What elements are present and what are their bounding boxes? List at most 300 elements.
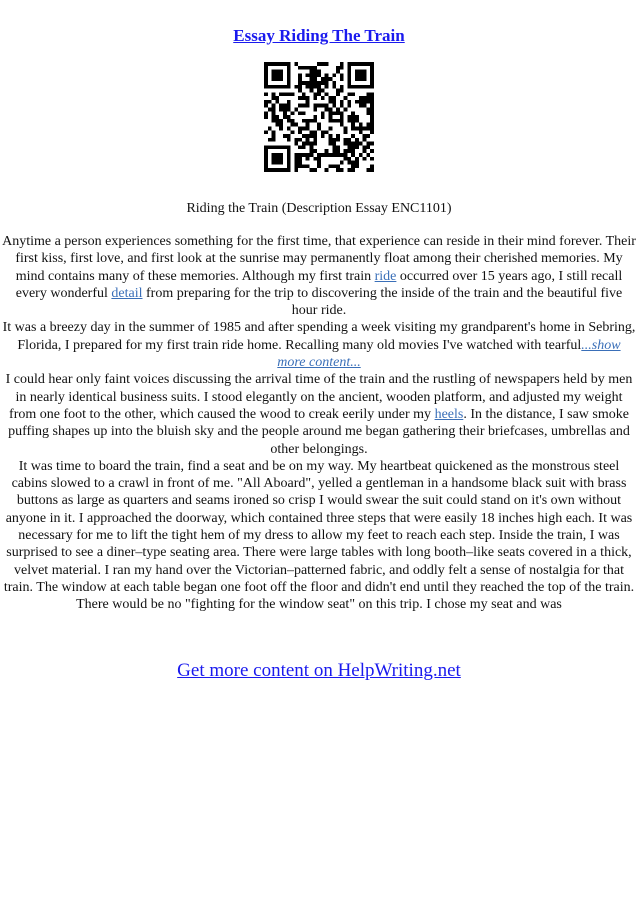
qr-module — [268, 108, 272, 112]
qr-module — [344, 153, 348, 157]
qr-module — [294, 168, 298, 172]
qr-module — [366, 126, 370, 130]
qr-module — [370, 130, 374, 134]
qr-module — [366, 92, 370, 96]
qr-module — [340, 100, 344, 104]
qr-module — [366, 145, 370, 149]
qr-module — [298, 77, 302, 81]
qr-module — [298, 111, 302, 115]
qr-module — [328, 115, 332, 119]
qr-module — [336, 145, 340, 149]
qr-module — [313, 142, 317, 146]
qr-module — [298, 145, 302, 149]
qr-module — [279, 104, 283, 108]
qr-module — [363, 126, 367, 130]
show-more-link[interactable]: ...show more content... — [277, 337, 621, 371]
qr-module — [340, 115, 344, 119]
qr-module — [310, 73, 314, 77]
qr-module — [302, 145, 306, 149]
qr-module — [355, 126, 359, 130]
qr-module — [317, 104, 321, 108]
qr-module — [351, 145, 355, 149]
qr-module — [359, 142, 363, 146]
qr-module — [332, 119, 336, 123]
qr-module — [317, 81, 321, 85]
qr-module — [366, 108, 370, 112]
heels-link[interactable]: heels — [434, 406, 464, 422]
qr-module — [340, 77, 344, 81]
qr-module — [355, 164, 359, 168]
qr-module — [359, 153, 363, 157]
qr-module — [325, 92, 329, 96]
qr-module — [317, 85, 321, 89]
qr-module — [321, 153, 325, 157]
qr-module — [310, 130, 314, 134]
paragraph-3-text-b: . In the distance, I saw smoke puffing shapes up into the bluish sky and the people around me began gathering their briefcases, umbrellas and other belongings. — [8, 406, 630, 457]
qr-module — [306, 73, 310, 77]
paragraph-3 — [2, 371, 636, 457]
qr-module — [313, 70, 317, 74]
qr-module — [272, 108, 276, 112]
qr-module — [302, 164, 306, 168]
qr-module — [351, 126, 355, 130]
qr-module — [272, 138, 276, 142]
qr-module — [287, 108, 291, 112]
qr-module — [363, 145, 367, 149]
qr-module — [344, 130, 348, 134]
qr-module — [340, 89, 344, 93]
qr-module — [355, 119, 359, 123]
qr-module — [321, 134, 325, 138]
qr-module — [340, 73, 344, 77]
qr-module — [298, 85, 302, 89]
qr-module — [336, 119, 340, 123]
qr-module — [317, 62, 321, 66]
paragraph-4: It was time to board the train, find a seat and be on my way. My heartbeat quickened as the monstrous steel cabins slowed to a crawl in front of me. "All Aboard", yelled a gentleman in a handsome black suit with brass buttons as large as quarters and seams ironed so crisp I would swear the suit could stand on it's own without anyone in it. I approached the doorway, which contained three steps that were easily 18 inches high each. It was necessary for me to lift the tight hem of my dress to allow my feet to reach each step. Inside the train, I was surprised to see a diner–type seating area. There were large tables with long booth–like seats covered in a thick, velvet material. I ran my hand over the Victorian–patterned fabric, and oddly felt a sense of nostalgia for that train. The window at each table began one foot off the floor and didn't end until they reached the top of the train. There would be no "fighting for the window seat" on this trip. I chose my seat and was — [3, 458, 635, 613]
qr-module — [294, 108, 298, 112]
qr-module — [264, 104, 268, 108]
essay-body — [2, 233, 636, 614]
qr-module — [306, 104, 310, 108]
qr-module — [370, 126, 374, 130]
qr-module — [328, 138, 332, 142]
qr-module — [264, 92, 268, 96]
qr-module — [321, 111, 325, 115]
qr-module — [370, 111, 374, 115]
qr-module — [302, 96, 306, 100]
qr-module — [366, 100, 370, 104]
qr-module — [366, 153, 370, 157]
qr-module — [325, 73, 329, 77]
qr-module — [272, 130, 276, 134]
qr-module — [328, 111, 332, 115]
qr-module — [336, 134, 340, 138]
qr-module — [313, 73, 317, 77]
qr-module — [272, 115, 276, 119]
qr-module — [306, 100, 310, 104]
qr-module — [283, 108, 287, 112]
qr-module — [351, 142, 355, 146]
qr-module — [294, 142, 298, 146]
qr-module — [294, 157, 298, 161]
qr-module — [291, 130, 295, 134]
qr-module — [336, 138, 340, 142]
qr-module — [317, 89, 321, 93]
paragraph-1-text-a: Anytime a person experiences something for the first time, that experience can reside in their mind forever. Their first kiss, first love, and first look at the sunrise may permanently float among their cherished memories. My mind contains many of these memories. Although my first train — [2, 234, 636, 284]
qr-module — [321, 62, 325, 66]
paragraph-1-text-c: from preparing for the trip to discovering the inside of the train and the beautiful five hour ride. — [146, 285, 623, 319]
qr-module — [313, 66, 317, 70]
qr-module — [359, 96, 363, 100]
qr-module — [355, 161, 359, 165]
qr-module — [279, 92, 283, 96]
qr-module — [332, 149, 336, 153]
qr-module — [332, 96, 336, 100]
qr-module — [268, 100, 272, 104]
qr-module — [298, 66, 302, 70]
qr-module — [359, 100, 363, 104]
qr-module — [310, 85, 314, 89]
qr-module — [325, 81, 329, 85]
qr-module — [313, 138, 317, 142]
qr-module — [291, 111, 295, 115]
qr-module — [351, 168, 355, 172]
qr-module — [328, 96, 332, 100]
qr-module — [287, 134, 291, 138]
qr-module — [298, 157, 302, 161]
qr-module — [291, 123, 295, 127]
qr-module — [313, 115, 317, 119]
qr-module — [291, 119, 295, 123]
qr-module — [351, 111, 355, 115]
qr-module — [336, 168, 340, 172]
qr-module — [264, 111, 268, 115]
qr-module — [332, 145, 336, 149]
qr-module — [298, 104, 302, 108]
qr-module — [321, 77, 325, 81]
qr-module — [363, 138, 367, 142]
qr-module — [336, 111, 340, 115]
qr-module — [347, 104, 351, 108]
qr-module — [332, 142, 336, 146]
qr-module — [306, 126, 310, 130]
qr-module — [313, 85, 317, 89]
qr-module — [328, 142, 332, 146]
qr-module — [336, 70, 340, 74]
qr-module — [332, 104, 336, 108]
qr-module — [264, 130, 268, 134]
qr-module — [340, 123, 344, 127]
paragraph-1-text-b: occurred over 15 years ago, I still recall every wonderful — [15, 268, 623, 301]
qr-module — [325, 77, 329, 81]
qr-module — [291, 92, 295, 96]
qr-module — [332, 85, 336, 89]
qr-module — [340, 119, 344, 123]
qr-module — [328, 164, 332, 168]
qr-module — [272, 134, 276, 138]
qr-module — [294, 161, 298, 165]
qr-module — [279, 123, 283, 127]
qr-module — [328, 77, 332, 81]
qr-module — [325, 108, 329, 112]
qr-module — [351, 161, 355, 165]
qr-module — [294, 138, 298, 142]
qr-module — [306, 81, 310, 85]
qr-module — [321, 81, 325, 85]
qr-module — [363, 134, 367, 138]
qr-module — [283, 115, 287, 119]
qr-module — [332, 81, 336, 85]
qr-module — [294, 85, 298, 89]
qr-module — [272, 70, 283, 81]
qr-module — [344, 142, 348, 146]
qr-module — [336, 89, 340, 93]
qr-module — [317, 161, 321, 165]
qr-module — [287, 104, 291, 108]
qr-module — [272, 92, 276, 96]
qr-module — [344, 126, 348, 130]
qr-module — [306, 164, 310, 168]
qr-module — [321, 96, 325, 100]
qr-module — [347, 100, 351, 104]
qr-module — [321, 130, 325, 134]
qr-module — [272, 104, 276, 108]
qr-module — [279, 108, 283, 112]
qr-module — [298, 89, 302, 93]
qr-module — [370, 100, 374, 104]
qr-module — [264, 100, 268, 104]
qr-module — [302, 153, 306, 157]
document-title[interactable]: Essay Riding The Train — [233, 26, 405, 45]
qr-module — [328, 134, 332, 138]
qr-module — [298, 153, 302, 157]
qr-module — [306, 66, 310, 70]
qr-module — [306, 134, 310, 138]
qr-module — [298, 81, 302, 85]
qr-module — [310, 134, 314, 138]
qr-module — [302, 126, 306, 130]
qr-module — [340, 85, 344, 89]
qr-module — [313, 149, 317, 153]
qr-module — [306, 123, 310, 127]
qr-module — [310, 145, 314, 149]
qr-module — [336, 66, 340, 70]
qr-module — [336, 164, 340, 168]
paragraph-2 — [2, 319, 636, 371]
qr-module — [325, 153, 329, 157]
qr-module — [336, 153, 340, 157]
qr-module — [317, 126, 321, 130]
qr-module — [268, 138, 272, 142]
qr-module — [347, 168, 351, 172]
qr-module — [298, 130, 302, 134]
qr-module — [272, 153, 283, 164]
qr-module — [328, 108, 332, 112]
qr-module — [344, 108, 348, 112]
qr-module — [332, 138, 336, 142]
qr-module — [298, 138, 302, 142]
qr-module — [302, 66, 306, 70]
qr-module — [272, 111, 276, 115]
qr-module — [344, 96, 348, 100]
qr-module — [268, 126, 272, 130]
qr-module — [264, 115, 268, 119]
qr-module — [332, 111, 336, 115]
qr-module — [317, 92, 321, 96]
qr-module — [272, 96, 276, 100]
qr-module — [310, 89, 314, 93]
qr-module — [321, 104, 325, 108]
qr-module — [298, 126, 302, 130]
get-more-content-link[interactable]: Get more content on HelpWriting.net — [177, 660, 461, 681]
qr-module — [310, 66, 314, 70]
qr-module — [351, 164, 355, 168]
qr-module — [283, 92, 287, 96]
qr-module — [313, 77, 317, 81]
qr-module — [302, 104, 306, 108]
qr-module — [317, 73, 321, 77]
qr-module — [310, 77, 314, 81]
qr-module — [363, 104, 367, 108]
qr-module — [355, 70, 366, 81]
qr-module — [344, 149, 348, 153]
qr-module — [306, 96, 310, 100]
qr-module — [370, 123, 374, 127]
qr-module — [370, 168, 374, 172]
qr-module — [283, 134, 287, 138]
qr-module — [363, 157, 367, 161]
qr-module — [310, 153, 314, 157]
qr-module — [313, 92, 317, 96]
qr-module — [370, 149, 374, 153]
qr-module — [287, 138, 291, 142]
qr-module — [351, 115, 355, 119]
qr-module — [370, 96, 374, 100]
qr-module — [287, 100, 291, 104]
qr-module — [302, 142, 306, 146]
qr-code-icon — [264, 62, 374, 172]
qr-module — [313, 104, 317, 108]
qr-module — [298, 161, 302, 165]
qr-module — [347, 157, 351, 161]
qr-module — [317, 164, 321, 168]
qr-module — [272, 119, 276, 123]
qr-module — [355, 115, 359, 119]
qr-module — [355, 142, 359, 146]
qr-module — [325, 168, 329, 172]
qr-module — [275, 115, 279, 119]
qr-module — [340, 66, 344, 70]
qr-module — [355, 157, 359, 161]
qr-module — [351, 149, 355, 153]
qr-module — [306, 157, 310, 161]
qr-module — [332, 164, 336, 168]
qr-module — [298, 164, 302, 168]
qr-module — [340, 62, 344, 66]
qr-module — [366, 142, 370, 146]
qr-module — [355, 100, 359, 104]
qr-module — [302, 81, 306, 85]
qr-module — [298, 96, 302, 100]
qr-module — [359, 104, 363, 108]
qr-module — [306, 142, 310, 146]
qr-module — [332, 73, 336, 77]
qr-module — [325, 149, 329, 153]
qr-module — [347, 119, 351, 123]
qr-module — [347, 142, 351, 146]
qr-module — [313, 81, 317, 85]
qr-module — [347, 138, 351, 142]
qr-module — [370, 164, 374, 168]
qr-module — [287, 115, 291, 119]
qr-module — [310, 81, 314, 85]
qr-module — [294, 123, 298, 127]
paragraph-3-text-a: I could hear only faint voices discussing the arrival time of the train and the rustling of newspapers held by men in nearly identical business suits. I stood elegantly on the ancient, wooden platform, and adjusted my weight from one foot to the other, which caused the wood to creak eerily under my — [5, 372, 633, 422]
qr-module — [287, 119, 291, 123]
qr-module — [313, 157, 317, 161]
ride-link[interactable]: ride — [374, 268, 397, 284]
qr-module — [306, 153, 310, 157]
qr-module — [283, 111, 287, 115]
qr-module — [370, 119, 374, 123]
paragraph-2-text: It was a breezy day in the summer of 1985 and after spending a week visiting my grandparent's home in Sebring, Florida, I prepared for my first train ride home. Recalling many old movies I've watched with tearful — [2, 320, 636, 353]
qr-module — [313, 130, 317, 134]
qr-module — [336, 92, 340, 96]
qr-module — [317, 153, 321, 157]
qr-module — [366, 96, 370, 100]
detail-link[interactable]: detail — [111, 285, 143, 301]
qr-module — [275, 100, 279, 104]
qr-module — [370, 108, 374, 112]
qr-module — [306, 138, 310, 142]
qr-module — [336, 108, 340, 112]
qr-module — [313, 168, 317, 172]
qr-module — [340, 161, 344, 165]
paragraph-1 — [2, 233, 636, 319]
qr-module — [332, 153, 336, 157]
qr-module — [366, 168, 370, 172]
qr-module — [317, 70, 321, 74]
qr-module — [366, 111, 370, 115]
qr-module — [359, 130, 363, 134]
qr-module — [351, 92, 355, 96]
qr-module — [336, 149, 340, 153]
qr-module — [302, 111, 306, 115]
qr-module — [328, 126, 332, 130]
qr-module — [347, 92, 351, 96]
qr-module — [363, 96, 367, 100]
qr-module — [310, 70, 314, 74]
qr-module — [370, 157, 374, 161]
qr-module — [302, 134, 306, 138]
qr-module — [363, 149, 367, 153]
qr-module — [332, 100, 336, 104]
qr-module — [325, 85, 329, 89]
qr-module — [294, 153, 298, 157]
qr-module — [359, 126, 363, 130]
qr-module — [344, 157, 348, 161]
qr-module — [347, 161, 351, 165]
qr-module — [313, 108, 317, 112]
qr-module — [279, 126, 283, 130]
qr-module — [347, 145, 351, 149]
qr-module — [302, 92, 306, 96]
qr-module — [347, 149, 351, 153]
qr-module — [340, 168, 344, 172]
qr-module — [310, 142, 314, 146]
qr-module — [287, 126, 291, 130]
qr-module — [328, 119, 332, 123]
